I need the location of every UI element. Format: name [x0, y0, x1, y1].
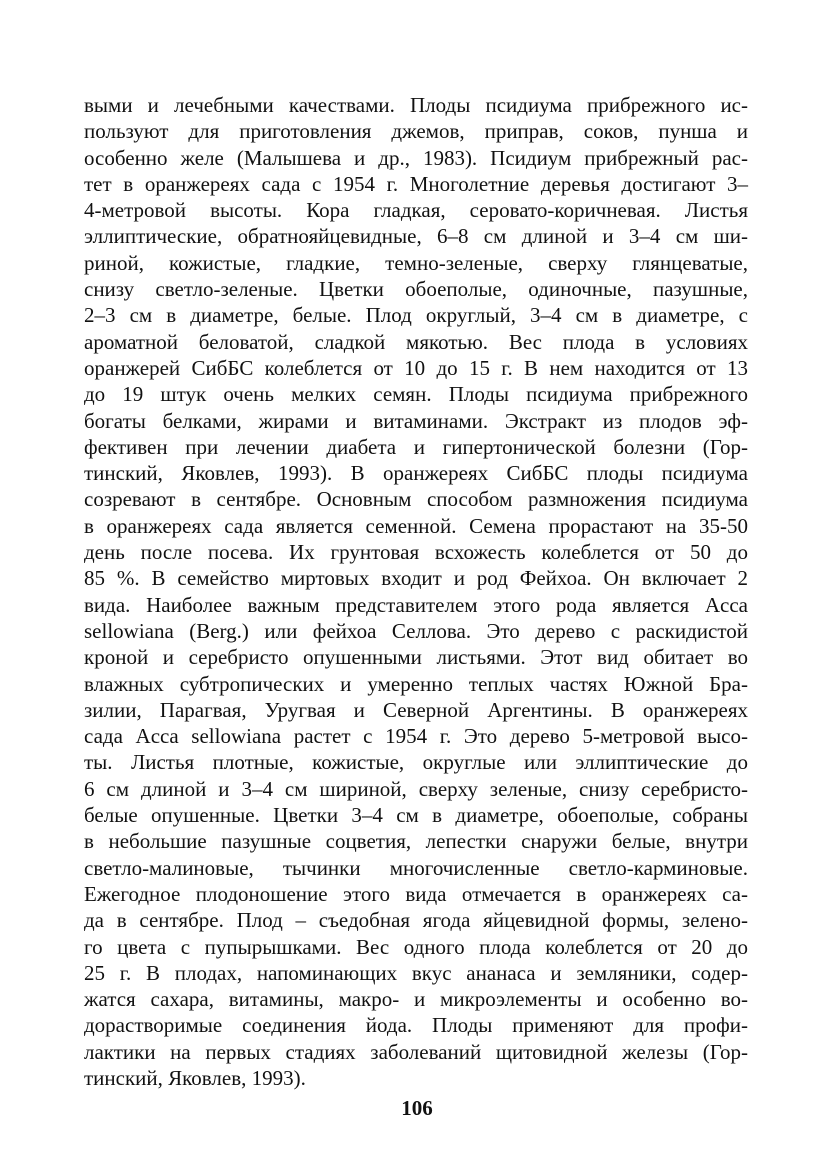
text-line: тет в оранжереях сада с 1954 г. Многолетние деревья достигают 3–: [84, 171, 748, 196]
text-line: ты. Листья плотные, кожистые, округлые или эллиптические до: [84, 750, 748, 775]
text-line: 4-метровой высоты. Кора гладкая, серовато-коричневая. Листья: [84, 198, 748, 223]
text-line: в оранжереях сада является семенной. Семена прорастают на 35-50: [84, 513, 748, 538]
text-line: 2–3 см в диаметре, белые. Плод округлый, 3–4 см в диаметре, с: [84, 303, 748, 328]
text-line: оранжерей СибБС колеблется от 10 до 15 г. В нем находится от 13: [84, 355, 748, 380]
text-line: белые опушенные. Цветки 3–4 см в диаметре, обоеполые, собраны: [84, 803, 748, 828]
text-line: влажных субтропических и умеренно теплых частях Южной Бра-: [84, 671, 748, 696]
text-line: тинский, Яковлев, 1993). В оранжереях СибБС плоды псидиума: [84, 461, 748, 486]
text-line: ароматной беловатой, сладкой мякотью. Вес плода в условиях: [84, 329, 748, 354]
text-line: кроной и серебристо опушенными листьями. Этот вид обитает во: [84, 645, 748, 670]
text-line: 85 %. В семейство миртовых входит и род Фейхоа. Он включает 2: [84, 566, 748, 591]
text-line: зилии, Парагвая, Уругвая и Северной Аргентины. В оранжереях: [84, 697, 748, 722]
text-line: светло-малиновые, тычинки многочисленные светло-карминовые.: [84, 855, 748, 880]
body-text: [84, 92, 748, 1091]
text-line: сада Acca sellowiana растет с 1954 г. Это дерево 5-метровой высо-: [84, 724, 748, 749]
text-line: жатся сахара, витамины, макро- и микроэлементы и особенно во-: [84, 987, 748, 1012]
text-line: Ежегодное плодоношение этого вида отмечается в оранжереях са-: [84, 881, 748, 906]
text-line: пользуют для приготовления джемов, приправ, соков, пунша и: [84, 119, 748, 144]
page-number: 106: [401, 1096, 433, 1120]
text-line: sellowiana (Berg.) или фейхоа Селлова. Это дерево с раскидистой: [84, 618, 748, 643]
text-line: эллиптические, обратнояйцевидные, 6–8 см длиной и 3–4 см ши-: [84, 224, 748, 249]
text-line: дорастворимые соединения йода. Плоды применяют для профи-: [84, 1013, 748, 1038]
text-line: особенно желе (Малышева и др., 1983). Псидиум прибрежный рас-: [84, 145, 748, 170]
text-line: снизу светло-зеленые. Цветки обоеполые, одиночные, пазушные,: [84, 277, 748, 302]
text-line: да в сентябре. Плод – съедобная ягода яйцевидной формы, зелено-: [84, 908, 748, 933]
text-line: го цвета с пупырышками. Вес одного плода колеблется от 20 до: [84, 934, 748, 959]
text-line: вида. Наиболее важным представителем этого рода является Acca: [84, 592, 748, 617]
text-line: созревают в сентябре. Основным способом размножения псидиума: [84, 487, 748, 512]
text-line: день после посева. Их грунтовая всхожесть колеблется от 50 до: [84, 540, 748, 565]
text-line: выми и лечебными качествами. Плоды псидиума прибрежного ис-: [84, 93, 748, 117]
text-line: до 19 штук очень мелких семян. Плоды псидиума прибрежного: [84, 382, 748, 407]
text-line: фективен при лечении диабета и гипертонической болезни (Гор-: [84, 434, 748, 459]
text-line: в небольшие пазушные соцветия, лепестки снаружи белые, внутри: [84, 829, 748, 854]
text-line: 25 г. В плодах, напоминающих вкус ананаса и земляники, содер-: [84, 960, 748, 985]
text-line: 6 см длиной и 3–4 см шириной, сверху зеленые, снизу серебристо-: [84, 776, 748, 801]
text-line: богаты белками, жирами и витаминами. Экстракт из плодов эф-: [84, 408, 748, 433]
text-line: лактики на первых стадиях заболеваний щитовидной железы (Гор-: [84, 1039, 748, 1064]
text-line-last: тинский, Яковлев, 1993).: [84, 1065, 306, 1090]
text-line: риной, кожистые, гладкие, темно-зеленые, сверху глянцеватые,: [84, 250, 748, 275]
